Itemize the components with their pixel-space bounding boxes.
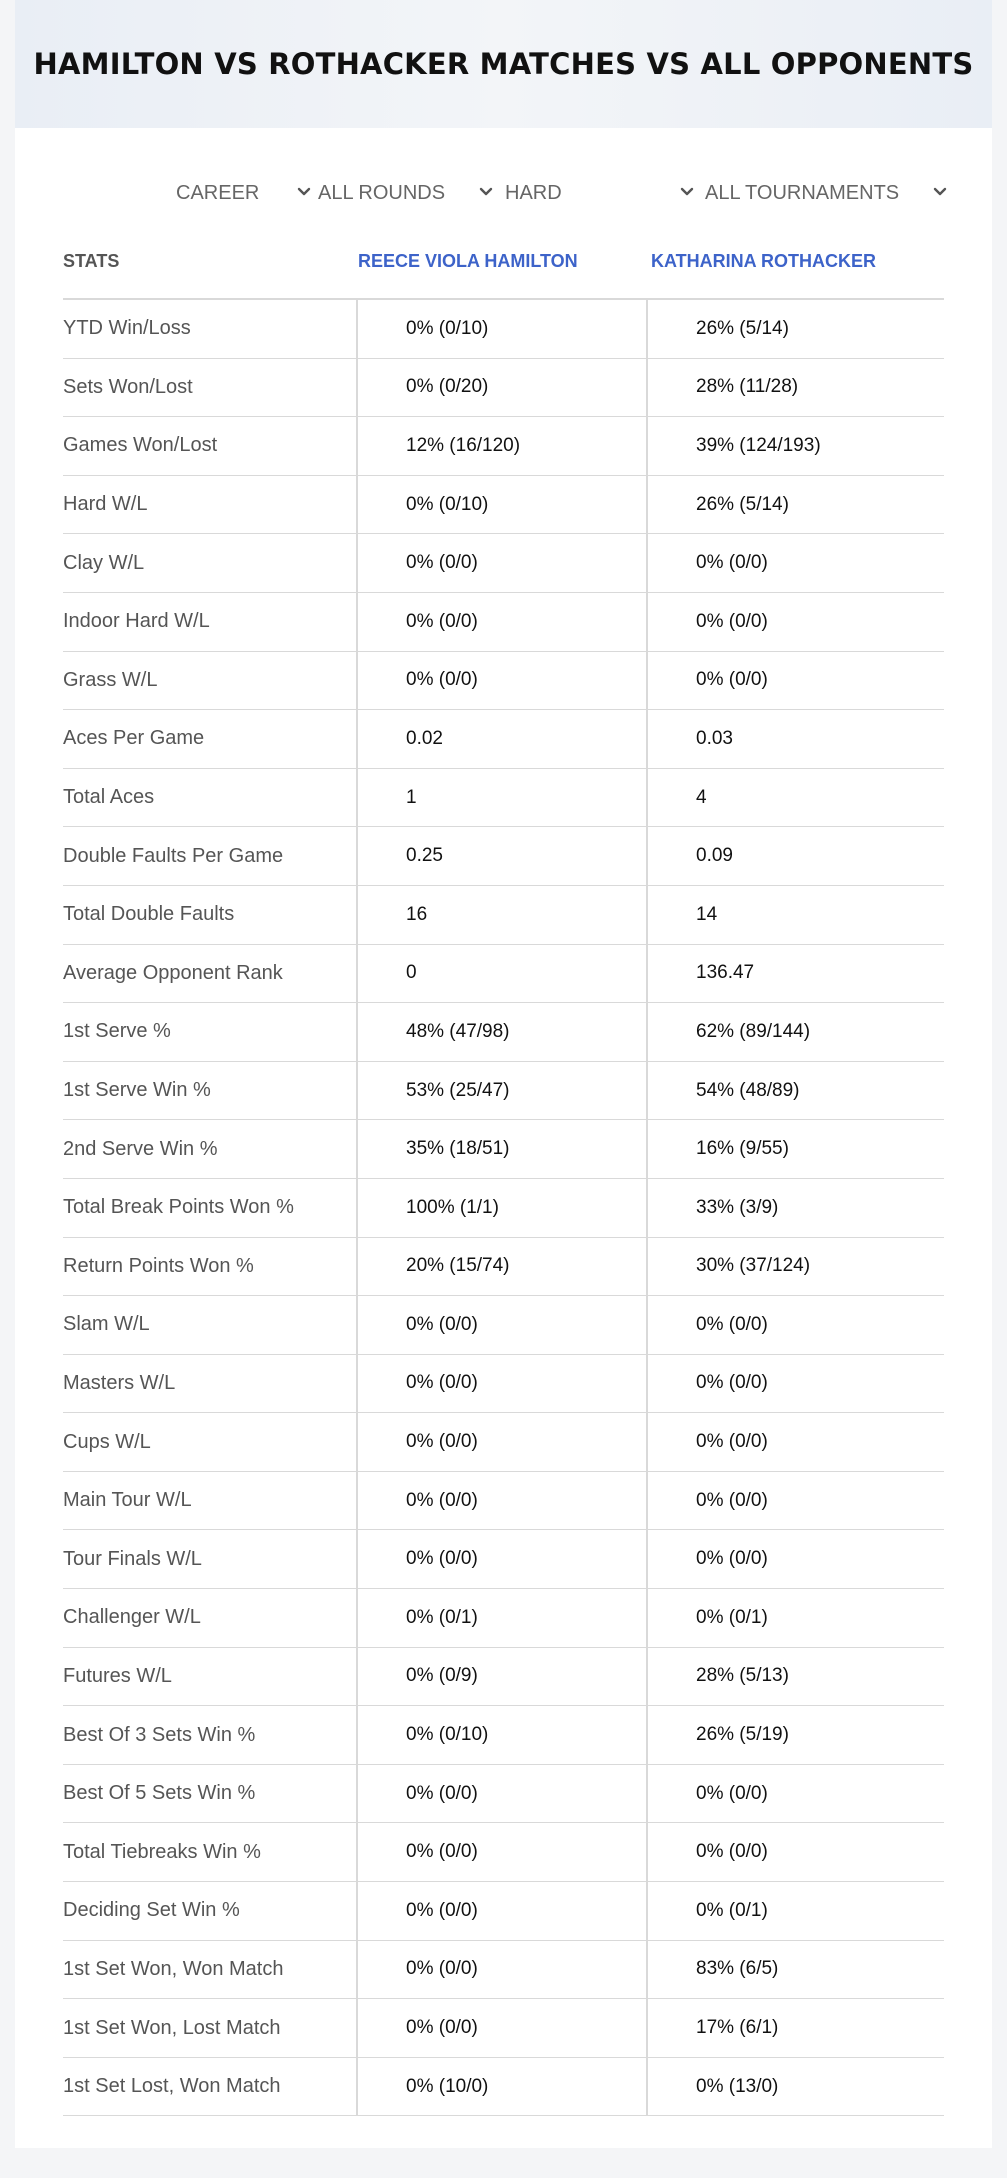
player2-value: 0% (0/1) — [696, 1899, 768, 1921]
player1-value: 0% (0/0) — [358, 1882, 648, 1940]
table-row — [63, 476, 944, 535]
player1-value: 0% (0/0) — [358, 534, 648, 592]
stat-label: Games Won/Lost — [63, 417, 358, 475]
table-row — [63, 1003, 944, 1062]
player1-value: 0% (0/0) — [358, 1765, 648, 1823]
player1-value: 1 — [358, 769, 648, 827]
table-row — [63, 1941, 944, 2000]
player1-value: 0% (0/0) — [358, 1823, 648, 1881]
chevron-down-icon — [930, 182, 950, 202]
stat-label: Best Of 5 Sets Win % — [63, 1765, 358, 1823]
player1-value: 0% (0/0) — [358, 1941, 648, 1999]
player2-value: 0.03 — [696, 727, 733, 749]
player2-value: 0% (0/0) — [696, 610, 768, 632]
player1-value: 20% (15/74) — [358, 1238, 648, 1296]
table-row — [63, 769, 944, 828]
chevron-down-icon — [476, 182, 496, 202]
stat-label: YTD Win/Loss — [63, 300, 358, 358]
player2-value: 0% (0/0) — [696, 1841, 768, 1863]
filter-tournament-select[interactable] — [705, 170, 965, 216]
player1-value: 53% (25/47) — [358, 1062, 648, 1120]
table-row — [63, 1589, 944, 1648]
stat-label: 1st Serve % — [63, 1003, 358, 1061]
player1-value: 0% (0/0) — [358, 1530, 648, 1588]
table-row — [63, 359, 944, 418]
player1-value: 0% (0/0) — [358, 1999, 648, 2057]
table-row — [63, 945, 944, 1004]
player2-value: 83% (6/5) — [696, 1958, 779, 1980]
stat-label: Clay W/L — [63, 534, 358, 592]
player1-value: 0% (10/0) — [358, 2058, 648, 2116]
filter-period-label: CAREER — [176, 181, 260, 204]
stat-label: Best Of 3 Sets Win % — [63, 1706, 358, 1764]
player1-value: 0% (0/0) — [358, 1413, 648, 1471]
player2-value: 33% (3/9) — [696, 1196, 779, 1218]
player2-value: 26% (5/14) — [696, 493, 789, 515]
player1-value: 0% (0/10) — [358, 476, 648, 534]
player2-value: 14 — [696, 903, 718, 925]
table-row — [63, 1823, 944, 1882]
table-row — [63, 2058, 944, 2117]
table-row — [63, 1296, 944, 1355]
stat-label: Return Points Won % — [63, 1238, 358, 1296]
player1-value: 0% (0/10) — [358, 1706, 648, 1764]
table-row — [63, 710, 944, 769]
filter-period-select[interactable] — [176, 170, 316, 216]
stat-label: 1st Set Won, Lost Match — [63, 1999, 358, 2057]
table-row — [63, 1472, 944, 1531]
player2-value: 136.47 — [696, 962, 755, 984]
table-row — [63, 1648, 944, 1707]
stat-label: Grass W/L — [63, 652, 358, 710]
stat-label: Aces Per Game — [63, 710, 358, 768]
chevron-down-icon — [294, 182, 314, 202]
table-row — [63, 1765, 944, 1824]
page-header — [15, 0, 992, 128]
stat-label: Hard W/L — [63, 476, 358, 534]
player1-column-header[interactable]: REECE VIOLA HAMILTON — [358, 250, 578, 271]
player2-value: 0% (0/0) — [696, 1313, 768, 1335]
filter-surface-label: HARD — [505, 181, 562, 204]
player2-value: 0% (0/0) — [696, 1431, 768, 1453]
player2-value: 4 — [696, 786, 707, 808]
table-row — [63, 886, 944, 945]
stat-label: Futures W/L — [63, 1648, 358, 1706]
stat-label: Masters W/L — [63, 1355, 358, 1413]
player2-value: 30% (37/124) — [696, 1255, 811, 1277]
player2-value: 0% (0/0) — [696, 1782, 768, 1804]
table-body — [63, 300, 944, 2116]
filter-round-label: ALL ROUNDS — [318, 181, 446, 204]
player1-value: 35% (18/51) — [358, 1120, 648, 1178]
chevron-down-icon — [677, 182, 697, 202]
stat-label: Main Tour W/L — [63, 1472, 358, 1530]
player2-value: 16% (9/55) — [696, 1138, 789, 1160]
player2-value: 0% (0/0) — [696, 1548, 768, 1570]
stat-label: Double Faults Per Game — [63, 827, 358, 885]
player1-value: 12% (16/120) — [358, 417, 648, 475]
player1-value: 48% (47/98) — [358, 1003, 648, 1061]
player1-value: 0% (0/0) — [358, 1355, 648, 1413]
player2-value: 0% (0/0) — [696, 1372, 768, 1394]
table-row — [63, 1238, 944, 1297]
player1-value: 0.25 — [358, 827, 648, 885]
stat-label: 2nd Serve Win % — [63, 1120, 358, 1178]
table-row — [63, 1179, 944, 1238]
stat-label: Total Aces — [63, 769, 358, 827]
stat-label: Sets Won/Lost — [63, 359, 358, 417]
player2-column-header[interactable]: KATHARINA ROTHACKER — [651, 250, 876, 271]
player1-value: 100% (1/1) — [358, 1179, 648, 1237]
stats-column-header: STATS — [63, 250, 120, 271]
stat-label: Cups W/L — [63, 1413, 358, 1471]
table-row — [63, 1413, 944, 1472]
player2-value: 0% (0/0) — [696, 669, 768, 691]
stat-label: Deciding Set Win % — [63, 1882, 358, 1940]
player1-value: 0% (0/0) — [358, 1296, 648, 1354]
stat-label: Indoor Hard W/L — [63, 593, 358, 651]
player2-value: 26% (5/14) — [696, 317, 789, 339]
player2-value: 17% (6/1) — [696, 2017, 779, 2039]
player1-value: 0% (0/10) — [358, 300, 648, 358]
table-row — [63, 1706, 944, 1765]
player1-value: 0% (0/0) — [358, 1472, 648, 1530]
stat-label: Total Tiebreaks Win % — [63, 1823, 358, 1881]
table-row — [63, 1530, 944, 1589]
table-row — [63, 1355, 944, 1414]
table-row — [63, 300, 944, 359]
player2-value: 28% (11/28) — [696, 376, 799, 398]
player2-value: 39% (124/193) — [696, 434, 821, 456]
player1-value: 0 — [358, 945, 648, 1003]
table-row — [63, 827, 944, 886]
player2-value: 0% (0/0) — [696, 552, 768, 574]
table-row — [63, 652, 944, 711]
table-row — [63, 1999, 944, 2058]
stat-label: Average Opponent Rank — [63, 945, 358, 1003]
player1-value: 0% (0/1) — [358, 1589, 648, 1647]
table-row — [63, 593, 944, 652]
player2-value: 62% (89/144) — [696, 1020, 811, 1042]
player2-value: 26% (5/19) — [696, 1724, 789, 1746]
player2-value: 28% (5/13) — [696, 1665, 789, 1687]
player1-value: 0% (0/20) — [358, 359, 648, 417]
table-header — [63, 224, 944, 300]
filter-surface-select[interactable] — [505, 170, 705, 216]
table-row — [63, 417, 944, 476]
player2-value: 0% (0/1) — [696, 1606, 768, 1628]
table-row — [63, 1882, 944, 1941]
filter-tournament-label: ALL TOURNAMENTS — [705, 181, 900, 204]
stat-label: Total Double Faults — [63, 886, 358, 944]
stat-label: 1st Serve Win % — [63, 1062, 358, 1120]
player1-value: 0% (0/0) — [358, 593, 648, 651]
stats-card — [15, 0, 992, 2148]
player2-value: 0% (13/0) — [696, 2075, 779, 2097]
stats-table — [63, 224, 944, 2116]
table-row — [63, 534, 944, 593]
player2-value: 0.09 — [696, 845, 733, 867]
stat-label: 1st Set Won, Won Match — [63, 1941, 358, 1999]
stat-label: 1st Set Lost, Won Match — [63, 2058, 358, 2116]
table-row — [63, 1120, 944, 1179]
player2-value: 0% (0/0) — [696, 1489, 768, 1511]
stat-label: Slam W/L — [63, 1296, 358, 1354]
stat-label: Total Break Points Won % — [63, 1179, 358, 1237]
player2-value: 54% (48/89) — [696, 1079, 800, 1101]
player1-value: 0.02 — [358, 710, 648, 768]
player1-value: 16 — [358, 886, 648, 944]
table-row — [63, 1062, 944, 1121]
stat-label: Tour Finals W/L — [63, 1530, 358, 1588]
filter-bar — [15, 170, 992, 216]
stat-label: Challenger W/L — [63, 1589, 358, 1647]
filter-round-select[interactable] — [318, 170, 500, 216]
page-title: HAMILTON VS ROTHACKER MATCHES VS ALL OPPONENTS — [33, 47, 974, 81]
player1-value: 0% (0/9) — [358, 1648, 648, 1706]
player1-value: 0% (0/0) — [358, 652, 648, 710]
